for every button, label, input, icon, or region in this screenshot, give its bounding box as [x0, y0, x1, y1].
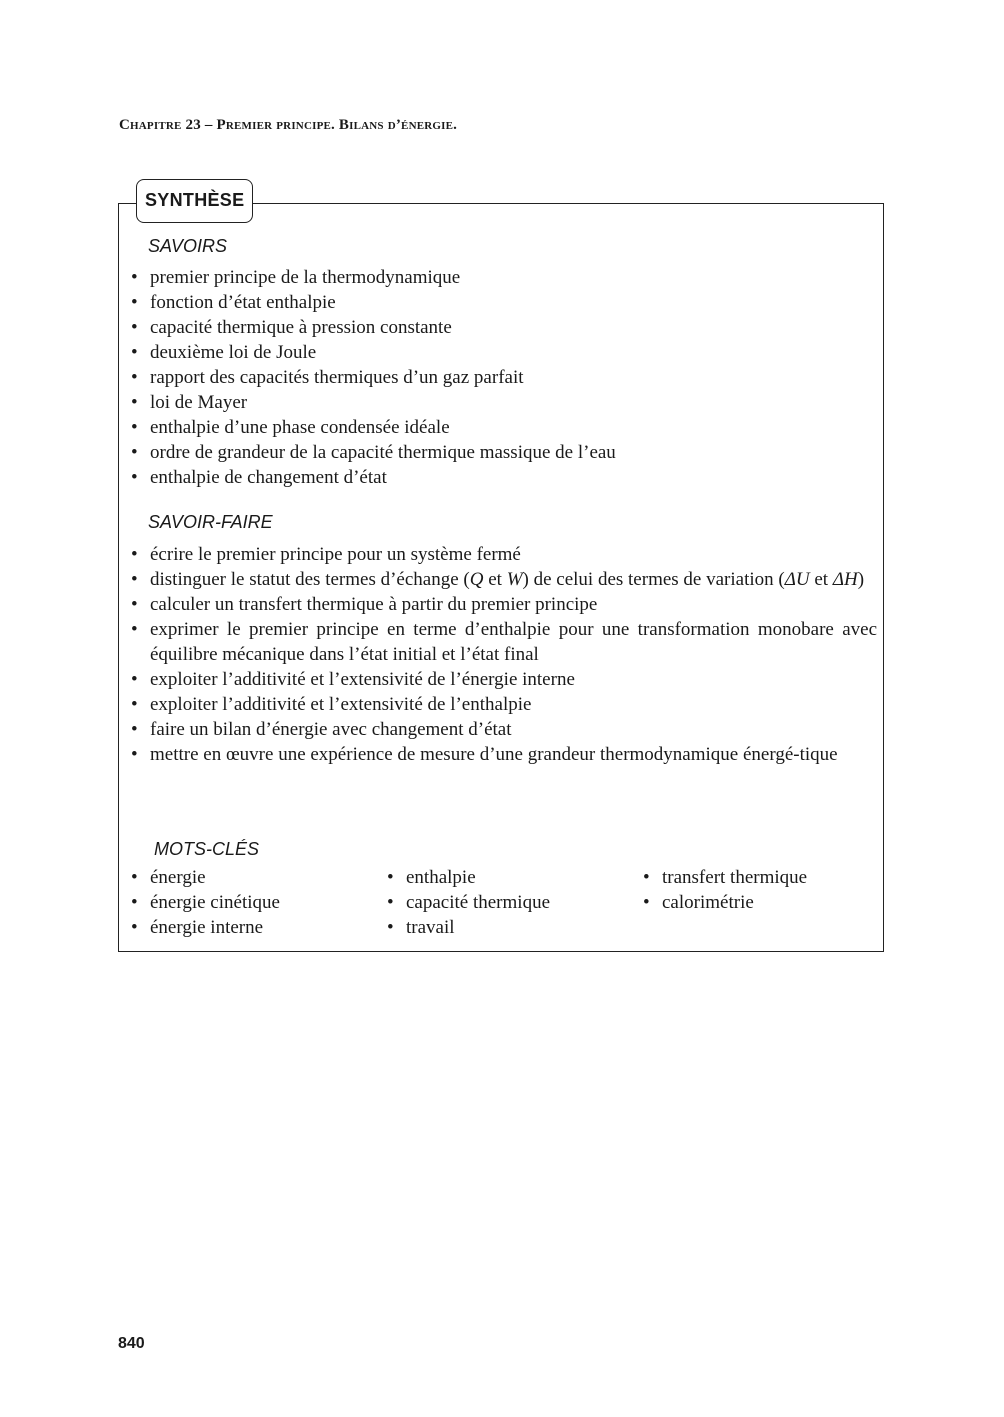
savoir-faire-title: SAVOIR-FAIRE [148, 512, 273, 532]
list-item: • enthalpie d’une phase condensée idéale [131, 415, 877, 440]
mots-cles-title: MOTS-CLÉS [154, 839, 260, 859]
savoir-faire-list [131, 542, 877, 767]
chapter-header [119, 117, 457, 134]
item-text: ) [857, 569, 865, 590]
page-number: 840 [118, 1335, 145, 1352]
list-item: • mettre en œuvre une expérience de mesure d’une grandeur thermodynamique énergé-tique [131, 742, 877, 767]
list-item: • loi de Mayer [131, 390, 877, 415]
list-item: • ordre de grandeur de la capacité thermique massique de l’eau [131, 440, 877, 465]
keywords-column-1 [131, 865, 280, 940]
var-q: Q [469, 569, 484, 590]
keyword-item: • travail [387, 915, 550, 940]
list-item [131, 567, 877, 592]
keyword-item: • calorimétrie [643, 890, 807, 915]
var-delta-h: ΔH [832, 569, 858, 590]
keyword-item: • enthalpie [387, 865, 550, 890]
keywords-column-3 [643, 865, 807, 915]
list-item: • exploiter l’additivité et l’extensivité de l’enthalpie [131, 692, 877, 717]
savoirs-list [131, 265, 877, 490]
list-item: • deuxième loi de Joule [131, 340, 877, 365]
list-item: • exploiter l’additivité et l’extensivité de l’énergie interne [131, 667, 877, 692]
item-text: et [483, 569, 507, 590]
chapter-label: Chapitre 23 – [119, 117, 217, 133]
list-item: • premier principe de la thermodynamique [131, 265, 877, 290]
item-text: distinguer le statut des termes d’échange ( [150, 569, 470, 590]
savoirs-title: SAVOIRS [148, 236, 228, 256]
keyword-item: • énergie interne [131, 915, 280, 940]
list-item: • fonction d’état enthalpie [131, 290, 877, 315]
list-item: • calculer un transfert thermique à partir du premier principe [131, 592, 877, 617]
keyword-item: • capacité thermique [387, 890, 550, 915]
chapter-title: Premier principe. Bilans d’énergie. [216, 117, 458, 133]
list-item: • écrire le premier principe pour un système fermé [131, 542, 877, 567]
list-item: • exprimer le premier principe en terme d’enthalpie pour une transformation monobare avec équilibre mécanique dans l’état initial et l’état final [131, 617, 877, 667]
var-delta-u: ΔU [784, 569, 810, 590]
keyword-item: • énergie [131, 865, 280, 890]
var-w: W [506, 569, 523, 590]
list-item: • rapport des capacités thermiques d’un gaz parfait [131, 365, 877, 390]
item-text: et [809, 569, 833, 590]
keyword-item: • énergie cinétique [131, 890, 280, 915]
list-item: • capacité thermique à pression constante [131, 315, 877, 340]
keyword-item: • transfert thermique [643, 865, 807, 890]
item-text: ) de celui des termes de variation ( [522, 569, 785, 590]
synthese-tag: SYNTHÈSE [136, 179, 253, 223]
list-item: • faire un bilan d’énergie avec changement d’état [131, 717, 877, 742]
keywords-column-2 [387, 865, 550, 940]
list-item: • enthalpie de changement d’état [131, 465, 877, 490]
